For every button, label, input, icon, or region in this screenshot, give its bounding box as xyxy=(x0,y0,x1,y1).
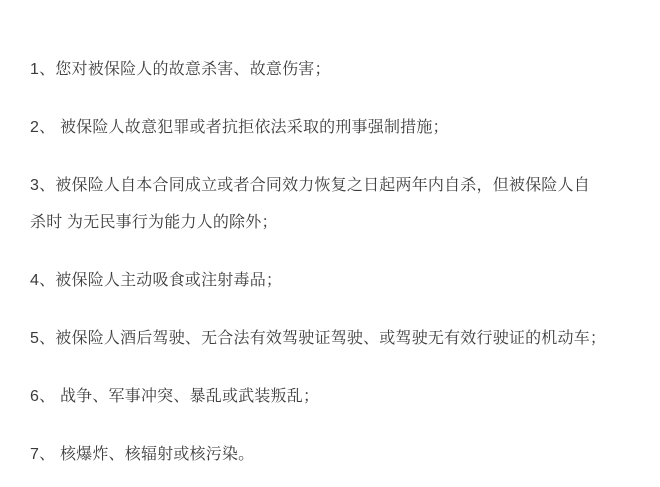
clause-item-1 xyxy=(30,51,632,88)
clause-line: 6、 战争、军事冲突、暴乱或武装叛乱； xyxy=(30,388,320,405)
clause-item-7 xyxy=(30,436,632,473)
clause-line: 7、 核爆炸、核辐射或核污染。 xyxy=(30,446,255,463)
clause-line: 3、被保险人自本合同成立或者合同效力恢复之日起两年内自杀，但被保险人自 xyxy=(30,177,590,194)
clause-item-4 xyxy=(30,262,632,299)
clause-line: 4、被保险人主动吸食或注射毒品； xyxy=(30,272,283,289)
clause-item-6 xyxy=(30,378,632,415)
clause-item-3 xyxy=(30,167,632,241)
clause-line: 5、被保险人酒后驾驶、无合法有效驾驶证驾驶、或驾驶无有效行驶证的机动车； xyxy=(30,330,607,347)
clause-line: 2、 被保险人故意犯罪或者抗拒依法采取的刑事强制措施； xyxy=(30,119,449,136)
clause-item-5 xyxy=(30,320,632,357)
clause-item-2 xyxy=(30,109,632,146)
clause-line: 1、您对被保险人的故意杀害、故意伤害； xyxy=(30,61,331,78)
clause-line: 杀时 为无民事行为能力人的除外； xyxy=(30,214,278,231)
